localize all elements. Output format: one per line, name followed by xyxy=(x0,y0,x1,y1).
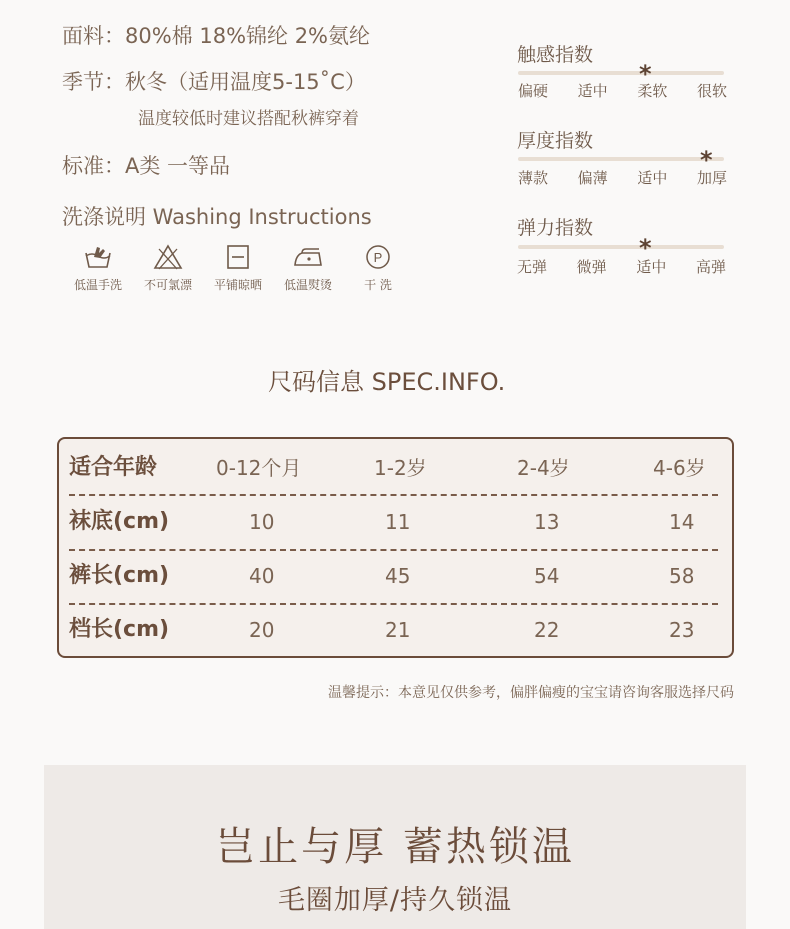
index-track xyxy=(518,71,724,75)
season-note: 温度较低时建议搭配秋裤穿着 xyxy=(138,109,359,129)
wash-item-hand xyxy=(63,242,133,293)
star-icon: * xyxy=(639,60,652,88)
table-cell: 裤长(cm) xyxy=(69,563,170,588)
dry-clean-p-icon xyxy=(343,242,413,272)
table-cell: 档长(cm) xyxy=(69,617,170,642)
index-labels xyxy=(518,80,727,101)
index-label: 柔软 xyxy=(637,82,668,100)
index-label: 偏薄 xyxy=(577,169,608,187)
index-title-touch: 触感指数 xyxy=(517,44,594,66)
table-cell: 45 xyxy=(385,564,411,588)
index-labels xyxy=(517,256,726,277)
index-label: 适中 xyxy=(636,258,667,276)
table-row xyxy=(59,495,732,549)
table-header-cell: 2-4岁 xyxy=(517,456,570,480)
index-label: 适中 xyxy=(637,169,668,187)
index-track xyxy=(518,245,724,249)
table-cell: 23 xyxy=(669,618,695,642)
star-icon: * xyxy=(700,146,713,174)
table-cell: 袜底(cm) xyxy=(69,509,170,534)
size-table xyxy=(57,437,734,658)
size-tip-note: 温馨提示：本意见仅供参考，偏胖偏瘦的宝宝请咨询客服选择尺码 xyxy=(328,685,734,701)
index-title-elasticity: 弹力指数 xyxy=(517,217,594,239)
index-title-thickness: 厚度指数 xyxy=(517,130,594,152)
table-cell: 21 xyxy=(385,618,411,642)
wash-item-bleach xyxy=(133,242,203,293)
standard-info: 标准：A类 一等品 xyxy=(62,154,231,178)
table-cell: 11 xyxy=(385,510,411,534)
index-label: 加厚 xyxy=(696,169,727,187)
index-label: 微弹 xyxy=(576,258,607,276)
washing-icons xyxy=(63,242,413,293)
wash-label: 干 洗 xyxy=(364,278,392,292)
flat-dry-icon xyxy=(203,242,273,272)
washing-title: 洗涤说明 Washing Instructions xyxy=(62,205,372,229)
dry-clean-glyph: P xyxy=(373,250,383,265)
table-row xyxy=(59,549,732,603)
low-iron-icon xyxy=(273,242,343,272)
table-header-cell: 0-12个月 xyxy=(216,456,302,480)
no-bleach-icon xyxy=(133,242,203,272)
wash-label: 低温手洗 xyxy=(73,278,122,292)
index-track xyxy=(518,157,724,161)
table-header-row xyxy=(59,441,732,495)
spec-title: 尺码信息 SPEC.INFO. xyxy=(268,368,506,396)
fabric-info: 面料：80%棉 18%锦纶 2%氨纶 xyxy=(62,24,371,48)
table-cell: 14 xyxy=(669,510,695,534)
star-icon: * xyxy=(639,234,652,262)
wash-label: 低温熨烫 xyxy=(283,278,332,292)
table-cell: 13 xyxy=(534,510,560,534)
table-cell: 20 xyxy=(249,618,275,642)
banner-subtitle: 毛圈加厚/持久锁温 xyxy=(277,885,513,916)
season-info: 季节：秋冬（适用温度5-15˚C） xyxy=(62,70,366,94)
index-label: 高弹 xyxy=(695,258,726,276)
table-header-cell: 1-2岁 xyxy=(374,456,427,480)
index-label: 适中 xyxy=(577,82,608,100)
table-cell: 58 xyxy=(669,564,695,588)
table-row xyxy=(59,603,732,657)
hand-wash-icon xyxy=(63,242,133,272)
wash-label: 不可氯漂 xyxy=(143,278,192,292)
index-label: 很软 xyxy=(696,82,727,100)
index-labels xyxy=(518,167,727,188)
table-header-cell: 4-6岁 xyxy=(653,456,706,480)
table-header-cell: 适合年龄 xyxy=(69,455,158,480)
index-label: 薄款 xyxy=(518,169,549,187)
wash-item-dry xyxy=(203,242,273,293)
table-cell: 54 xyxy=(534,564,560,588)
table-cell: 40 xyxy=(249,564,275,588)
banner-title: 岂止与厚 蓄热锁温 xyxy=(215,824,575,870)
wash-item-dryclean xyxy=(343,242,413,293)
table-cell: 10 xyxy=(249,510,275,534)
table-cell: 22 xyxy=(534,618,560,642)
wash-label: 平铺晾晒 xyxy=(213,278,262,292)
wash-item-iron xyxy=(273,242,343,293)
index-label: 偏硬 xyxy=(518,82,549,100)
index-label: 无弹 xyxy=(517,258,548,276)
bottom-banner xyxy=(44,765,746,929)
